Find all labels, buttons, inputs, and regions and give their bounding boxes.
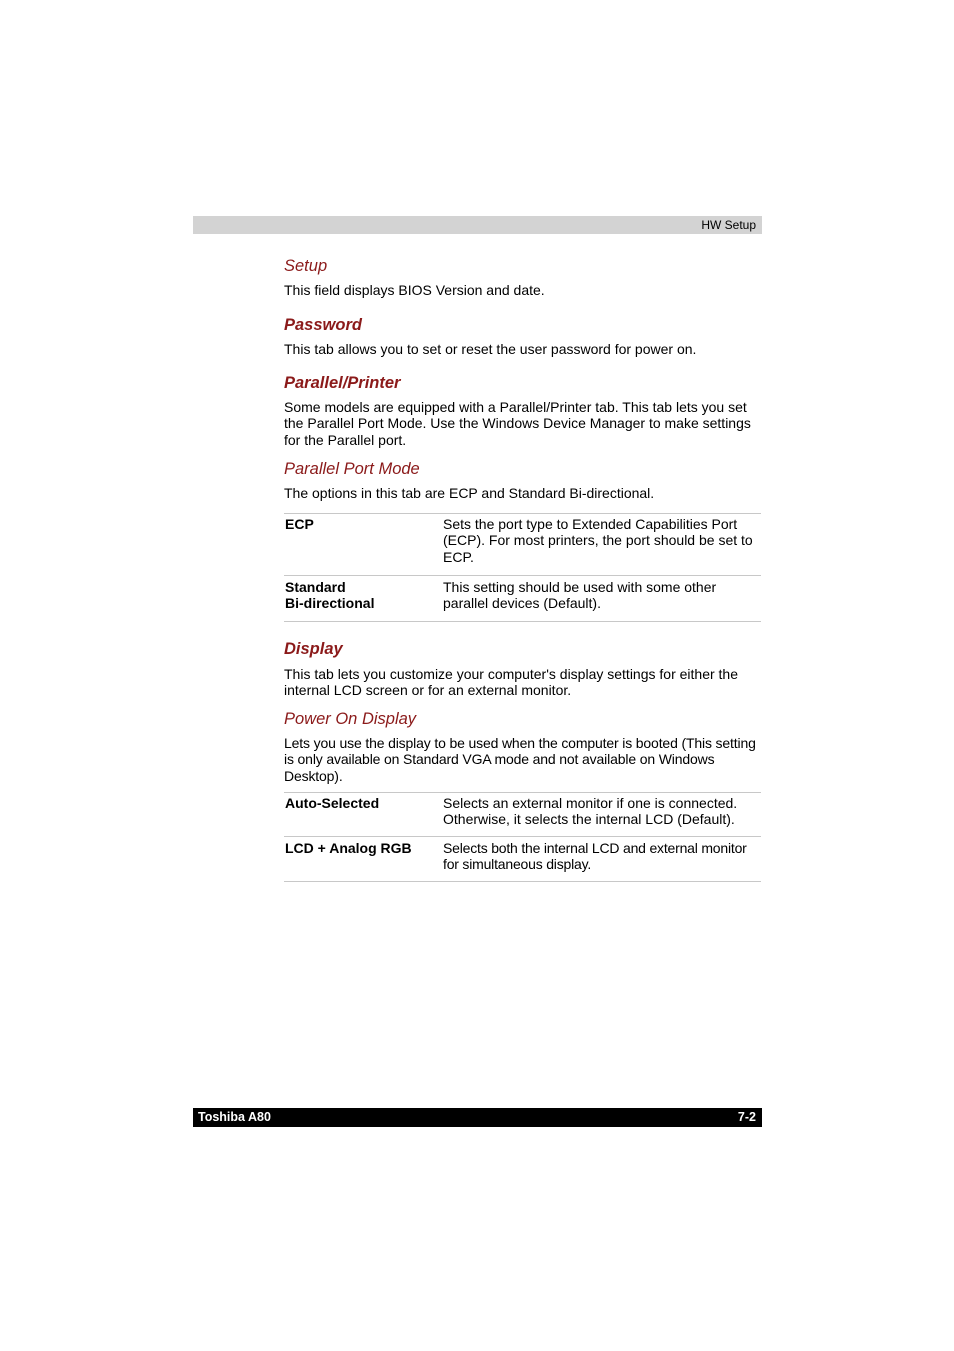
option-description: This setting should be used with some other parallel devices (Default). xyxy=(443,576,761,622)
password-heading: Password xyxy=(284,316,362,334)
setup-text: This field displays BIOS Version and date. xyxy=(284,282,545,298)
running-footer xyxy=(193,1108,762,1127)
password-text: This tab allows you to set or reset the user password for power on. xyxy=(284,341,697,357)
display-heading: Display xyxy=(284,640,343,658)
parallel-port-mode-heading: Parallel Port Mode xyxy=(284,460,420,478)
parallel-printer-heading: Parallel/Printer xyxy=(284,374,401,392)
setup-heading: Setup xyxy=(284,257,328,275)
table-row xyxy=(284,576,761,622)
power-on-display-text: Lets you use the display to be used when the computer is booted (This setting is only available on Standard VGA mode and not available on Windows Desktop). xyxy=(284,735,756,784)
option-term xyxy=(284,576,443,622)
option-description: Selects both the internal LCD and external monitor for simultaneous display. xyxy=(443,837,761,882)
power-on-display-table xyxy=(284,792,761,882)
running-header-title: HW Setup xyxy=(701,218,756,232)
option-term: LCD + Analog RGB xyxy=(284,837,443,882)
running-header xyxy=(193,216,762,234)
power-on-display-heading: Power On Display xyxy=(284,710,417,728)
option-term: ECP xyxy=(284,514,443,576)
table-row xyxy=(284,514,761,576)
parallel-port-mode-text: The options in this tab are ECP and Standard Bi-directional. xyxy=(284,485,655,501)
footer-page-number: 7-2 xyxy=(737,1110,756,1124)
option-term-line: Standard xyxy=(285,579,346,595)
parallel-port-mode-table xyxy=(284,513,761,622)
option-description: Selects an external monitor if one is connected. Otherwise, it selects the internal LCD (Default). xyxy=(443,793,761,837)
option-term-line: Bi-directional xyxy=(285,595,375,612)
option-term: Auto-Selected xyxy=(284,793,443,837)
option-description: Sets the port type to Extended Capabilities Port (ECP). For most printers, the port should be set to ECP. xyxy=(443,514,761,576)
display-text: This tab lets you customize your computer's display settings for either the internal LCD screen or for an external monitor. xyxy=(284,666,738,699)
footer-product: Toshiba A80 xyxy=(198,1110,271,1124)
parallel-printer-text: Some models are equipped with a Parallel/Printer tab. This tab lets you set the Parallel Port Mode. Use the Windows Device Manager to make settings for the Parallel port. xyxy=(284,399,751,448)
table-row xyxy=(284,837,761,882)
table-row xyxy=(284,793,761,837)
